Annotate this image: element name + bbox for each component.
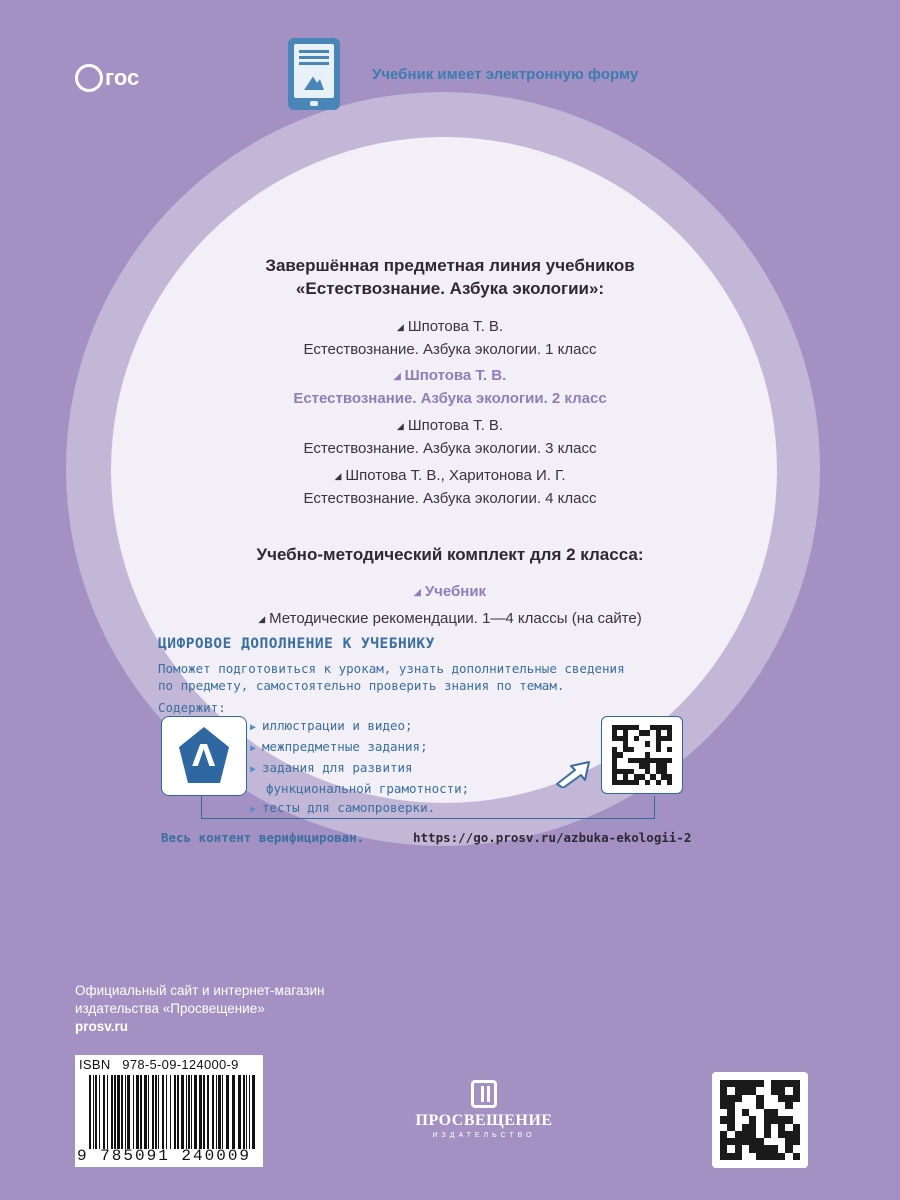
book-1-title: Естествознание. Азбука экологии. 1 класс [303,341,597,358]
kit-item-textbook: ◢ Учебник [413,583,487,600]
arrow-bullet-icon: ▶ [250,764,257,775]
barcode-bars [89,1075,255,1149]
book-4-author: ◢ Шпотова Т. В., Харитонова И. Г. [334,467,566,484]
list-item: ▶ тесты для самопроверки. [250,800,436,815]
list-item: ▶ иллюстрации и видео; [250,718,413,733]
qr-code-icon[interactable] [612,725,672,785]
isbn-barcode: ISBN 978-5-09-124000-9 9 785091 240009 [75,1055,263,1167]
list-item: функциональной грамотности; [266,781,470,796]
triangle-bullet-icon: ◢ [396,321,404,332]
book-3-title: Естествознание. Азбука экологии. 3 класс [303,440,597,457]
publisher-qr-frame[interactable] [712,1072,808,1168]
series-title: «Естествознание. Азбука экологии»: [295,279,605,298]
arrow-bullet-icon: ▶ [250,743,257,754]
book-2-author: ◢ Шпотова Т. В. [393,367,507,384]
digital-title: ЦИФРОВОЕ ДОПОЛНЕНИЕ К УЧЕБНИКУ [158,636,435,652]
triangle-bullet-icon: ◢ [334,470,342,481]
arrow-bullet-icon: ▶ [250,722,257,733]
electronic-form-note: Учебник имеет электронную форму [372,66,639,83]
book-4-title: Естествознание. Азбука экологии. 4 класс [303,490,597,507]
barcode-digits: 9 785091 240009 [77,1147,252,1165]
app-logo: Λ [161,716,247,796]
arrow-bullet-icon: ▶ [250,804,257,815]
kit-item-methods: ◢ Методические рекомендации. 1—4 классы (на сайте) [258,610,642,627]
triangle-bullet-icon: ◢ [396,420,404,431]
digital-url-link[interactable]: https://go.prosv.ru/azbuka-ekologii-2 [413,830,692,845]
series-heading: Завершённая предметная линия учебников [265,256,635,275]
official-site-info: Официальный сайт и интернет-магазин издательства «Просвещение» prosv.ru [75,983,325,1034]
list-item: ▶ межпредметные задания; [250,739,428,754]
digital-description: Поможет подготовиться к урокам, узнать дополнительные сведения по предмету, самостоятельно проверить знания по темам. [158,661,625,693]
digital-qr-frame[interactable] [601,716,683,794]
fgos-logo: гос [75,64,139,92]
triangle-bullet-icon: ◢ [393,370,401,381]
fgos-ring-icon [75,64,103,92]
publisher-emblem-icon [471,1080,497,1108]
book-2-title: Естествознание. Азбука экологии. 2 класс [293,390,607,407]
verified-note: Весь контент верифицирован. [161,830,365,845]
digital-contains-label: Содержит: [158,700,226,715]
triangle-bullet-icon: ◢ [258,613,266,624]
book-3-author: ◢ Шпотова Т. В. [396,417,504,434]
book-1-author: ◢ Шпотова Т. В. [396,318,504,335]
qr-code-icon[interactable] [720,1080,800,1160]
triangle-bullet-icon: ◢ [413,586,421,597]
digital-items-list [250,716,469,819]
publisher-logo: ПРОСВЕЩЕНИЕ ИЗДАТЕЛЬСТВО [404,1080,564,1139]
pointer-arrow-icon [553,758,595,788]
list-item: ▶ задания для развития [250,760,413,775]
site-link[interactable]: prosv.ru [75,1019,129,1034]
tablet-icon [288,38,340,110]
kit-heading: Учебно-методический комплект для 2 класса: [256,545,644,564]
